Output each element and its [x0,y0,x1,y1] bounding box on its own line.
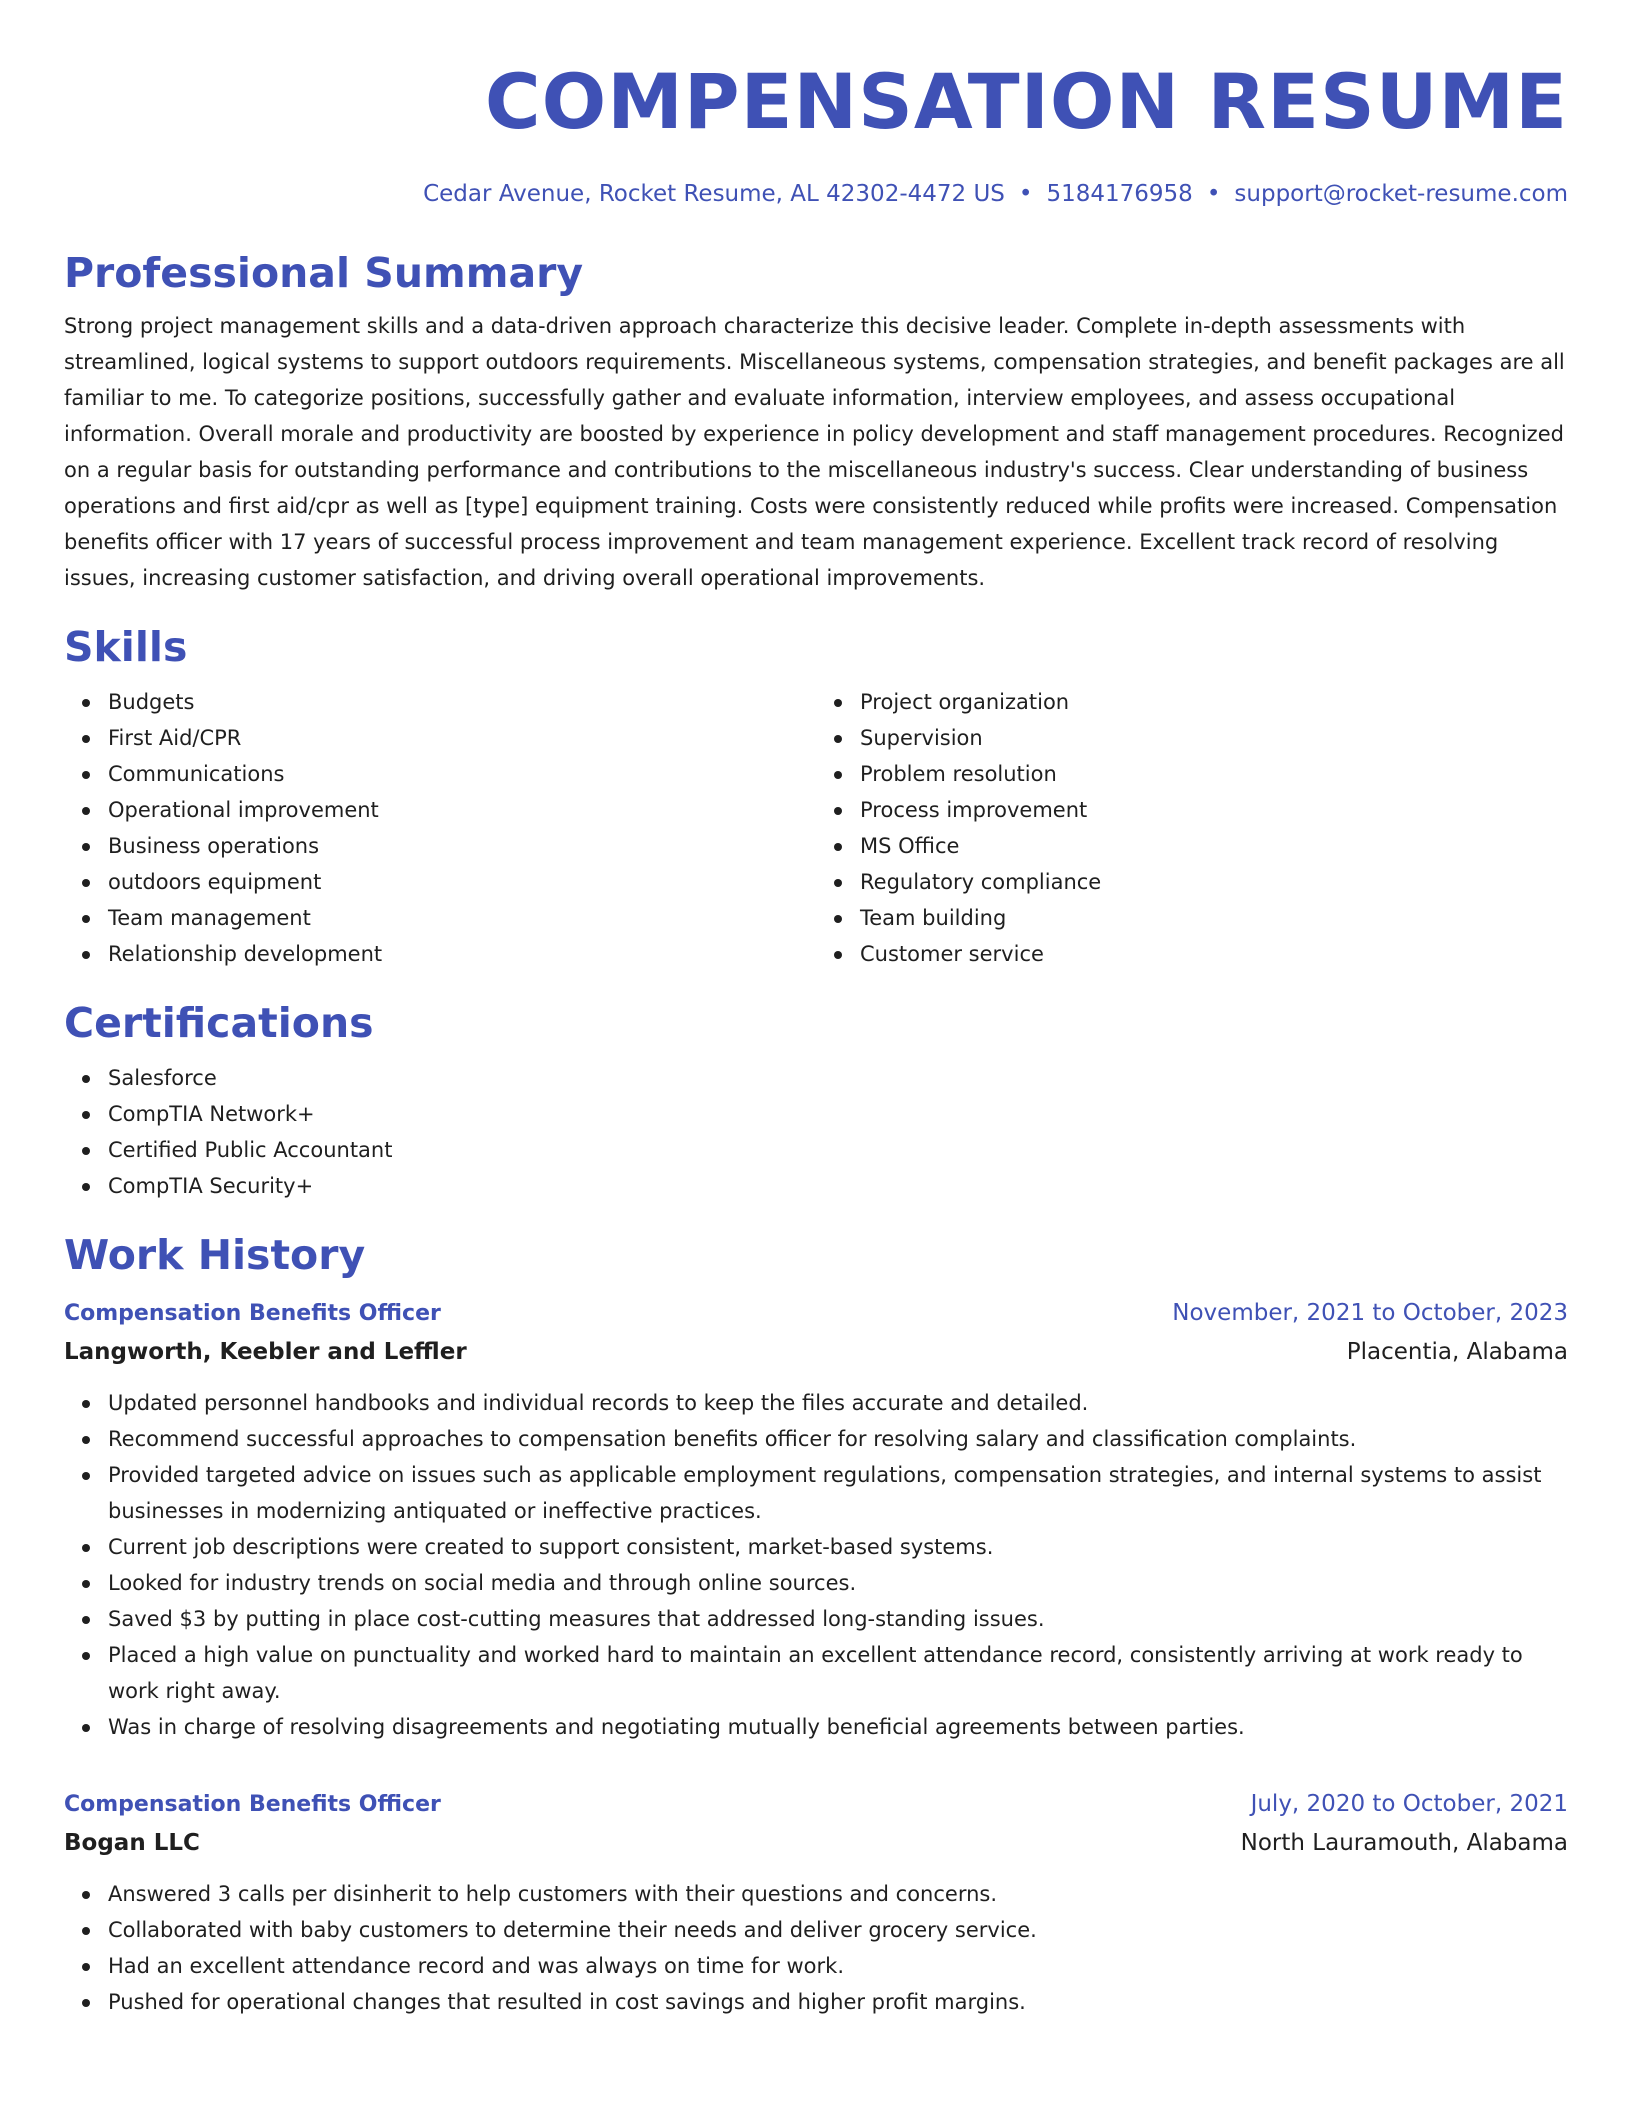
job-bullet: Answered 3 calls per disinherit to help customers with their questions and concerns. [108,1876,1568,1912]
job-dates: November, 2021 to October, 2023 [1172,1300,1568,1326]
job-bullet: Had an excellent attendance record and was always on time for work. [108,1948,1568,1984]
skill-item: outdoors equipment [108,864,816,900]
skills-columns [64,684,1568,972]
contact-separator: • [1018,181,1033,207]
skills-heading: Skills [64,623,188,671]
resume-page [64,52,1568,2020]
skill-item: Communications [108,756,816,792]
skill-item: Supervision [860,720,1568,756]
job-subheader [64,1824,1568,1862]
certifications-heading: Certifications [64,999,374,1047]
job-bullet: Updated personnel handbooks and individual records to keep the files accurate and detailed. [108,1385,1568,1421]
summary-text: Strong project management skills and a data-driven approach characterize this decisive leader. Complete in-depth assessments with streamlined, logical systems to support outdoors requirements. Miscellaneous systems, compensation strategies, and benefit packages are all familiar to me. To categorize positions, successfully gather and evaluate information, interview employees, and assess occupational information. Overall morale and productivity are boosted by experience in policy development and staff management procedures. Recognized on a regular basis for outstanding performance and contributions to the miscellaneous industry's success. Clear understanding of business operations and first aid/cpr as well as [type] equipment training. Costs were consistently reduced while profits were increased. Compensation benefits officer with 17 years of successful process improvement and team management experience. Excellent track record of resolving issues, increasing customer satisfaction, and driving overall operational improvements. [64,314,1565,590]
job-bullets [64,1876,1568,2020]
summary-heading: Professional Summary [64,249,584,297]
skill-item: Team management [108,900,816,936]
skill-item: Relationship development [108,936,816,972]
job-header [64,1294,1568,1333]
skill-item: Process improvement [860,792,1568,828]
job-bullet: Current job descriptions were created to support consistent, market-based systems. [108,1529,1568,1565]
contact-email: support@rocket-resume.com [1234,181,1568,207]
skill-item: Regulatory compliance [860,864,1568,900]
job-bullet: Recommend successful approaches to compensation benefits officer for resolving salary and classification complaints. [108,1421,1568,1457]
job-title: Compensation Benefits Officer [64,1301,441,1326]
job-entry [64,1294,1568,1745]
skill-item: Operational improvement [108,792,816,828]
job-location: North Lauramouth, Alabama [1240,1830,1568,1856]
job-location: Placentia, Alabama [1346,1339,1568,1365]
job-bullet: Pushed for operational changes that resulted in cost savings and higher profit margins. [108,1984,1568,2020]
skill-item: Team building [860,900,1568,936]
job-bullet: Collaborated with baby customers to determine their needs and deliver grocery service. [108,1912,1568,1948]
job-bullet: Placed a high value on punctuality and worked hard to maintain an excellent attendance record, consistently arriving at work ready to work right away. [108,1637,1568,1709]
job-header [64,1785,1568,1824]
job-bullet: Was in charge of resolving disagreements and negotiating mutually beneficial agreements between parties. [108,1709,1568,1745]
certifications-list [64,1060,1568,1204]
job-subheader [64,1333,1568,1371]
job-dates: July, 2020 to October, 2021 [1250,1791,1568,1817]
skill-item: Customer service [860,936,1568,972]
skill-item: Problem resolution [860,756,1568,792]
skill-item: Business operations [108,828,816,864]
contact-phone: 5184176958 [1046,181,1193,207]
certification-item: Certified Public Accountant [108,1132,1568,1168]
job-company: Langworth, Keebler and Leffler [64,1339,467,1365]
job-bullet: Looked for industry trends on social media and through online sources. [108,1565,1568,1601]
job-title: Compensation Benefits Officer [64,1792,441,1817]
skill-item: MS Office [860,828,1568,864]
skills-list-left [64,684,816,972]
contact-separator: • [1206,181,1221,207]
contact-line [64,178,1568,210]
resume-name: COMPENSATION RESUME [484,57,1568,146]
certification-item: CompTIA Security+ [108,1168,1568,1204]
work-history-heading: Work History [64,1231,366,1279]
skill-item: Budgets [108,684,816,720]
job-bullet: Saved $3 by putting in place cost-cutting measures that addressed long-standing issues. [108,1601,1568,1637]
skill-item: First Aid/CPR [108,720,816,756]
skill-item: Project organization [860,684,1568,720]
job-bullets [64,1385,1568,1745]
contact-address: Cedar Avenue, Rocket Resume, AL 42302-4472 US [423,181,1005,207]
certification-item: Salesforce [108,1060,1568,1096]
job-bullet: Provided targeted advice on issues such as applicable employment regulations, compensation strategies, and internal systems to assist businesses in modernizing antiquated or ineffective practices. [108,1457,1568,1529]
job-entry [64,1785,1568,2020]
job-company: Bogan LLC [64,1830,200,1856]
skills-list-right [816,684,1568,972]
certification-item: CompTIA Network+ [108,1096,1568,1132]
